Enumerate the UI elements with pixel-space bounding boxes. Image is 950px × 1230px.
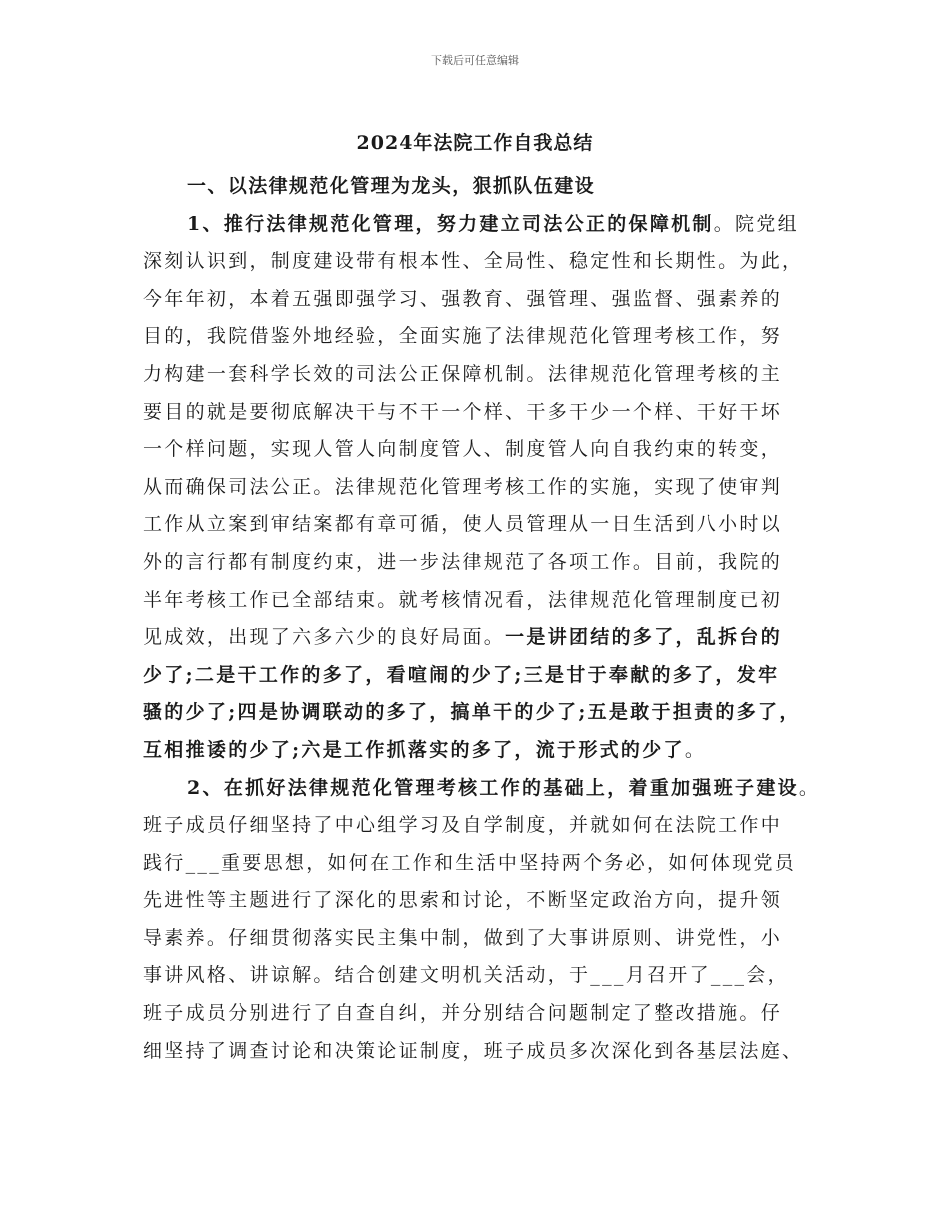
paragraph-bold-text: 一是讲团结的多了，乱拆台的 xyxy=(505,626,783,649)
paragraph-text: 。 xyxy=(684,738,707,761)
paragraph-text: 。院党组 xyxy=(713,212,799,235)
paragraph-line: 今年年初，本着五强即强学习、强教育、强管理、强监督、强素养的 xyxy=(143,287,783,310)
paragraph-line: 事讲风格、讲谅解。结合创建文明机关活动，于___月召开了___会， xyxy=(143,964,789,987)
paragraph-lead-bold: 2、在抓好法律规范化管理考核工作的基础上，着重加强班子建设 xyxy=(187,776,799,799)
paragraph-line: 深刻认识到，制度建设带有根本性、全局性、稳定性和长期性。为此， xyxy=(143,250,804,273)
paragraph-line: 从而确保司法公正。法律规范化管理考核工作的实施，实现了使审判 xyxy=(143,475,783,498)
paragraph-line: 目的，我院借鉴外地经验，全面实施了法律规范化管理考核工作，努 xyxy=(143,325,783,348)
page-header-note: 下载后可任意编辑 xyxy=(431,54,519,67)
paragraph-line: 半年考核工作已全部结束。就考核情况看，法律规范化管理制度已初 xyxy=(143,588,783,611)
paragraph-line: 班子成员分别进行了自查自纠，并分别结合问题制定了整改措施。仔 xyxy=(143,1002,783,1025)
section-heading: 一、以法律规范化管理为龙头，狠抓队伍建设 xyxy=(187,175,596,197)
paragraph-line: 践行___重要思想，如何在工作和生活中坚持两个务必，如何体现党员 xyxy=(143,851,797,874)
document-title: 2024年法院工作自我总结 xyxy=(356,132,594,154)
paragraph-line: 外的言行都有制度约束，进一步法律规范了各项工作。目前，我院的 xyxy=(143,550,783,573)
document-body xyxy=(143,168,826,1070)
paragraph-line: 力构建一套科学长效的司法公正保障机制。法律规范化管理考核的主 xyxy=(143,362,783,385)
paragraph-line xyxy=(143,619,826,657)
paragraph-line: 一个样问题，实现人管人向制度管人、制度管人向自我约束的转变， xyxy=(143,438,783,461)
paragraph-lead-bold: 1、推行法律规范化管理，努力建立司法公正的保障机制 xyxy=(187,212,714,235)
paragraph-line: 细坚持了调查讨论和决策论证制度，班子成员多次深化到各基层法庭、 xyxy=(143,1039,804,1062)
paragraph-line: 工作从立案到审结案都有章可循，使人员管理从一日生活到八小时以 xyxy=(143,513,783,536)
paragraph-bold-text: 互相推诿的少了;六是工作抓落实的多了，流于形式的少了 xyxy=(143,738,685,761)
paragraph-line xyxy=(143,770,826,808)
paragraph-line: 先进性等主题进行了深化的思索和讨论，不断坚定政治方向，提升领 xyxy=(143,889,783,912)
paragraph-line: 少了;二是干工作的多了，看喧闹的少了;三是甘于奉献的多了，发牢 xyxy=(143,663,780,686)
paragraph-line: 骚的少了;四是协调联动的多了，搞单干的少了;五是敢于担责的多了， xyxy=(143,701,801,724)
paragraph-line: 班子成员仔细坚持了中心组学习及自学制度，并就如何在法院工作中 xyxy=(143,814,783,837)
paragraph-line xyxy=(143,206,826,244)
paragraph-text: 。 xyxy=(798,776,821,799)
paragraph-line: 导素养。仔细贯彻落实民主集中制，做到了大事讲原则、讲党性，小 xyxy=(143,926,783,949)
paragraph-text: 见成效，出现了六多六少的良好局面。 xyxy=(143,626,506,649)
paragraph-line: 要目的就是要彻底解决干与不干一个样、干多干少一个样、干好干坏 xyxy=(143,400,783,423)
paragraph-line xyxy=(143,732,826,770)
